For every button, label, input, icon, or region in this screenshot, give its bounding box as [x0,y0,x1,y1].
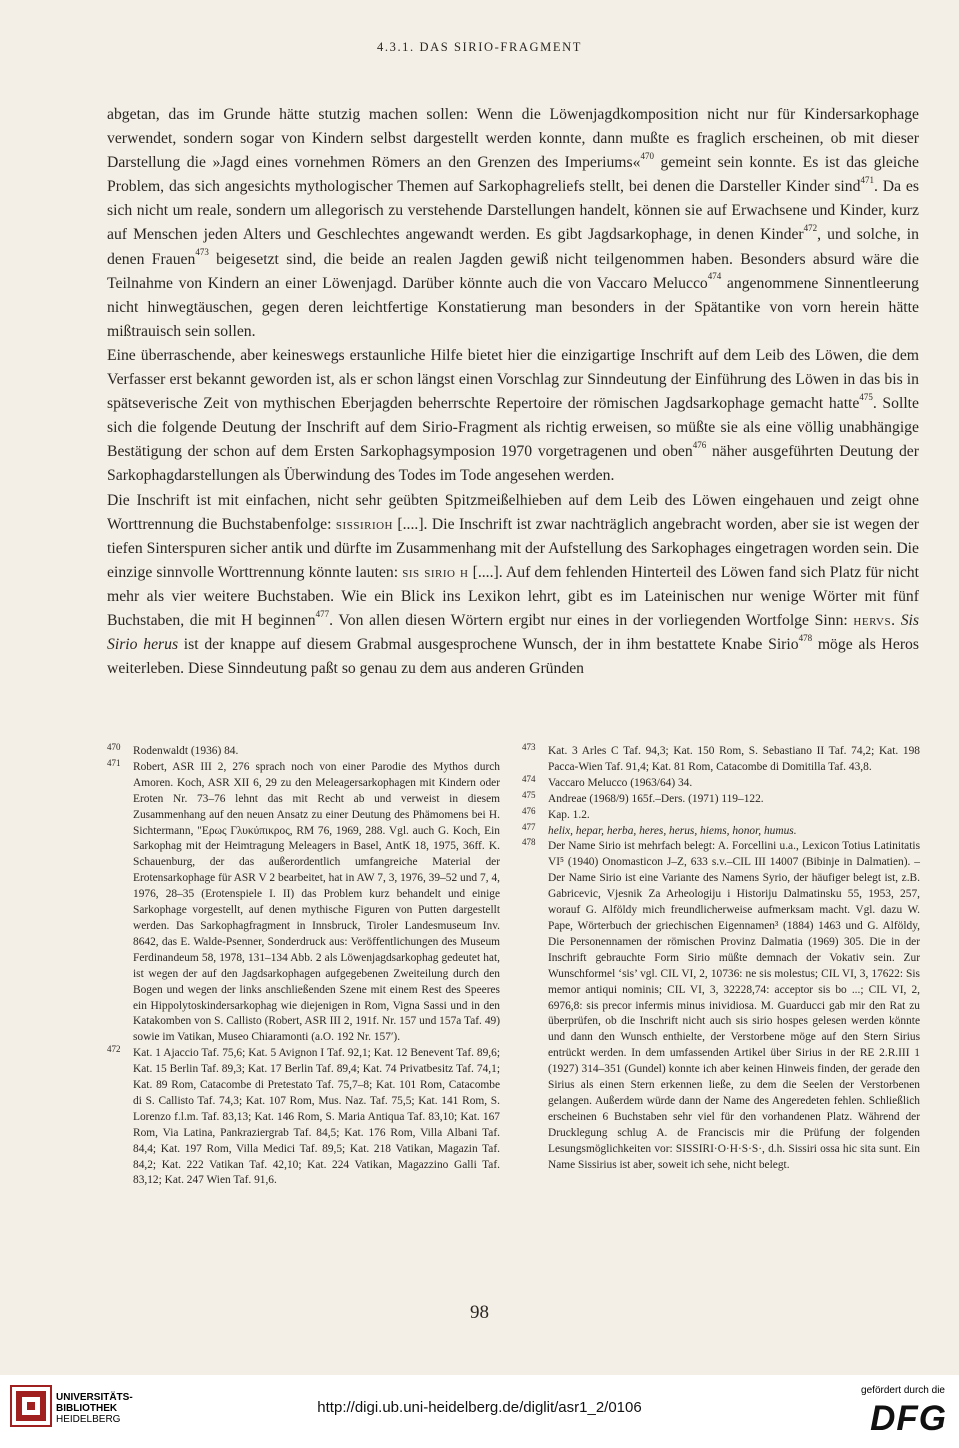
footnote-ref-477[interactable]: 477 [315,608,330,619]
footnote-474: 474 Vaccaro Melucco (1963/64) 34. [522,773,693,789]
footnote-471: 471 Robert, ASR III 2, 276 sprach noch von einer Parodie des Mythos durch Amoren. Koch, ASR XII 6, 29 zu den Meleagersarkophagen mit Kindern oder Eroten Nr. 73–76 lehnt das mit Recht ab und verweist in diesem Zusammenhang auf den neuen Ansatz zu einer Deutung des Phämomens bei H. Sichtermann, "Ερως Γλυκύπικρος, RM 76, 1969, 288. Vgl. auch G. Koch, Ein Sarkophag mit der Heimtragung Meleagers in Basel, AntK 18, 1975, 36ff. K. Schauenburg, der das außerordentlich umfangreiche Material der Erotensarkophage für ASR V 2 bearbeitet, hat in AW 7, 3, 1976, 39–52 und 7, 4, 1976, 28–35 (Erotenspiele I. II) das Problem kurz behandelt und einige Sarkophage vorgestellt, auf denen mythische Figuren von Putten dargestellt werden. Das Sarkophagfragment in Innsbruck, Tiroler Landesmuseum Inv. 8642, das E. Walde-Psenner, Sonderdruck aus: Veröffentlichungen des Museum Ferdinandeum 58, 1978, 131–134 Abb. 2 als Löwenjagdsarkophag gedeutet hat, ist wegen der auf den Jagdsarkophagen aufgegebenen Zweiteilung durch den Bogen und wegen der links anschließenden Szene mit einem Rest des Speeres ein Hippolytoskindersarkophag wie diejenigen in Rom, Vigna Sassi und in den Katakomben von S. Callisto (Robert, ASR III 2, 191f. Nr. 157 und 157a Taf. 49) sowie im Vatikan, Museo Chiaramonti (a.O. 192 Nr. 157′). [107,757,500,1044]
inscription-sissirioh: sissirioh [335,515,393,533]
footnote-ref-470[interactable]: 470 [640,150,654,161]
footnotes-left-column [107,744,500,1189]
footnote-ref-471[interactable]: 471 [860,175,874,186]
footnote-473: 473 Kat. 3 Arles C Taf. 94,3; Kat. 150 Rom, S. Sebastiano II Taf. 74,2; Kat. 198 Pacca-Wien Taf. 91,4; Kat. 81 Rom, Catacombe di Domitilla Taf. 43,8. [522,742,920,773]
paragraph-1: abgetan, das im Grunde hätte stutzig machen sollen: Wenn die Löwenjagdkomposition nicht nur für Kindersarkophage verwendet, sondern sogar von Kindern selbst dargestellt werden konnte, dann mußte es fraglich erscheinen, ob mit dieser Darstellung die »Jagd eines vornehmen Römers an den Grenzen des Imperiums«$^{470}$ gemeint sein konnte. Es ist das gleiche Problem, das sich angesichts mythologischer Themen auf Sarkophagreliefs stellt, bei denen die Darsteller Kinder sind$^{471}$. Da es sich nicht um reale, sondern um allegorisch zu verstehende Darstellungen handelt, können sie auf Erwachsene und Kinder, kurz auf Menschen jeden Alters und Geschlechtes angewandt werden. Es gibt Jagdsarkophage, in denen Kinder$^{472}$, und solche, in denen Frauen$^{473}$ beigesetzt sind, die beide an realen Jagden gewiß nicht teilgenommen haben. Besonders absurd wäre die Teilnahme von Kindern an einer Löwenjagd. Darüber könnte auch die von Vaccaro Melucco$^{474}$ angenommene Sinnentleerung nicht hinwegtäuschen, gegen deren leichtfertige Konstatierung man besonders in der Spätantike von vorn herein hätte mißtrauisch sein sollen. [107,106,920,340]
running-header: 4.3.1. DAS SIRIO-FRAGMENT [377,40,582,54]
dfg-logo: DFG [870,1399,947,1438]
footnote-ref-472[interactable]: 472 [803,223,818,234]
inscription-hervs: hervs [853,611,892,629]
footnote-475: 475 Andreae (1968/9) 165f.–Ders. (1971) 119–122. [522,789,764,805]
footnote-476: 476 Kap. 1.2. [522,805,590,821]
footnote-ref-473[interactable]: 473 [195,247,209,258]
inscription-sis-sirio-h: sis sirio h [402,563,469,581]
page-number: 98 [470,1302,489,1323]
footnote-477: 477 helix, hepar, herba, heres, herus, hiems, honor, humus. [522,821,797,837]
phrase-sis-sirio-herus: Sis Sirio herus [107,611,919,654]
footnote-478: 478 Der Name Sirio ist mehrfach belegt: A. Forcellini u.a., Lexicon Totius Latinitatis VI⁵ (1940) Onomasticon J–Z, 633 s.v.–CIL III 14007 (Bibinje in Dalmatien). – Der Name Sirio ist eine Variante des Namens Syrio, der häufiger belegt ist, z.B. Gabricevic, Vjesnik Za Arheologiju i Historiju Dalmatinsku 55, 1953, 257, worauf G. Alföldy mich freundlicherweise aufmerksam macht. Vgl. dazu W. Pape, Wörterbuch der griechischen Eigennamen³ (1884) 1463 und G. Alföldy, Die Personennamen der römischen Provinz Dalmatia (1969) 305. Die in der Inschrift gebrauchte Form Sirio müßte demnach der Vokativ sein. Zur Wunschformel ‘sis’ vgl. CIL VI, 2, 10736: ne sis molestus; CIL VI, 3, 17622: Sis memor antiqui nominis; CIL VI, 3, 32228,74: acceptor sis bo ...; CIL VI, 2, 6976,8: sis precor infermis minus inividiosa. M. Guarducci gab mir den Rat zu überprüfen, ob die Inschrift nicht auch sis sirio hospes gelesen werden könnte und dann den Wunsch enthielte, der Verstorbene möge auf den Stern Sirius entrückt werden. In dem umfassenden Artikel über Sirius in der RE 2.R.III 1 (1927) 314–351 (Gundel) konnte ich aber keinen Hinweis finden, der gerade den Sirius als einen Stern erkennen ließe, zu dem die Seelen der Verstorbenen gelangen. Außerdem würde dann der Name des Angeredeten fehlen. Schließlich erscheinen 6 Buchstaben sehr viel für den vorhandenen Platz. Während der Drucklegung schlug A. de Franciscis mir die Prüfung der folgenden Lesungsmöglichkeiten vor: SISSIRI·O·H·S·S·, d.h. Sissiri ossa hic sita sunt. Ein Name Sissirius ist aber, soweit ich sehe, nicht belegt. [522,837,920,1171]
library-name: UNIVERSITÄTS- BIBLIOTHEK HEIDELBERG [56,1392,133,1425]
paragraph-3: Die Inschrift ist mit einfachen, nicht sehr geübten Spitzmeißelhieben auf dem Leib des Löwen eingehauen und zeigt ohne Worttrennung die Buchstabenfolge: sissirioh [....]. Die Inschrift ist zwar nachträglich angebracht worden, aber sie ist wegen der tiefen Sinterspuren sicher antik und dürfte im Zusammenhang mit der Aufstellung des Sarkophages eingetragen worden sein. Die einzige sinnvolle Worttrennung könnte lauten: sis sirio h [....]. Auf dem fehlenden Hinterteil des Löwen fand sich Platz für nicht mehr als vier weitere Buchstaben. Wie ein Blick ins Lexikon lehrt, gibt es im Lateinischen nur wenige Wörter mit fünf Buchstaben, die mit H beginnen$^{477}$. Von allen diesen Wörtern ergibt nur eines in der vorliegenden Wortfolge Sinn: hervs. Sis Sirio herus ist der knappe auf diesem Grabmal ausgesprochene Wunsch, der in ihm bestattete Knabe Sirio$^{478}$ möge als Heros weiterleben. Diese Sinndeutung paßt so genau zu dem aus anderen Gründen [107,491,920,678]
footnote-ref-475[interactable]: 475 [859,391,873,402]
source-url-link[interactable]: http://digi.ub.uni-heidelberg.de/diglit/asr1_2/0106 [317,1399,642,1416]
footnote-ref-476[interactable]: 476 [692,440,707,451]
footnote-ref-474[interactable]: 474 [707,271,722,282]
footnote-472: 472 Kat. 1 Ajaccio Taf. 75,6; Kat. 5 Avignon I Taf. 92,1; Kat. 12 Benevent Taf. 89,6; Kat. 15 Berlin Taf. 89,3; Kat. 17 Berlin Taf. 89,4; Kat. 74 Privatbesitz Taf. 74,1; Kat. 89 Rom, Catacombe di Pretestato Taf. 75,7–8; Kat. 101 Rom, Catacombe di S. Callisto Taf. 74,3; Kat. 107 Rom, Mus. Naz. Taf. 75,5; Kat. 141 Rom, S. Lorenzo f.l.m. Taf. 83,13; Kat. 146 Rom, S. Maria Antiqua Taf. 83,10; Kat. 167 Rom, Via Latina, Pankraziergrab Taf. 84,5; Kat. 176 Rom, Villa Albani Taf. 84,4; Kat. 197 Rom, Villa Medici Taf. 89,5; Kat. 218 Vatikan, Magazin Taf. 84,2; Kat. 222 Vatikan Taf. 42,10; Kat. 224 Vatikan, Magazzino Galli Taf. 83,12; Kat. 247 Wien Taf. 91,6. [107,1044,500,1187]
funded-by-label: gefördert durch die [861,1385,945,1396]
footnote-470: 470 Rodenwaldt (1936) 84. [107,742,239,757]
footer-bar [0,1375,959,1448]
main-text [107,103,919,681]
paragraph-2: Eine überraschende, aber keineswegs erstaunliche Hilfe bietet hier die einzigartige Inschrift auf dem Leib des Löwen, die dem Verfasser erst bekannt geworden ist, als er schon längst einen Vorschlag zur Sinndeutung der Einführung des Löwen in das bis in spätseverische Zeit von mythischen Eberjagden beherrschte Repertoire der römischen Jagdsarkophage gemacht hatte$^{475}$. Sollte sich die folgende Deutung der Inschrift auf dem Sirio-Fragment als richtig erweisen, so müßte sie als eine völlig unabhängige Bestätigung der schon auf dem Ersten Sarkophagsymposion 1970 vorgetragenen und oben$^{476}$ näher ausgeführten Deutung der Sarkophagdarstellungen als Überwindung des Todes im Tode angesehen werden. [107,346,919,485]
footnote-ref-478[interactable]: 478 [798,632,813,643]
footnotes-right-column [522,744,920,1173]
